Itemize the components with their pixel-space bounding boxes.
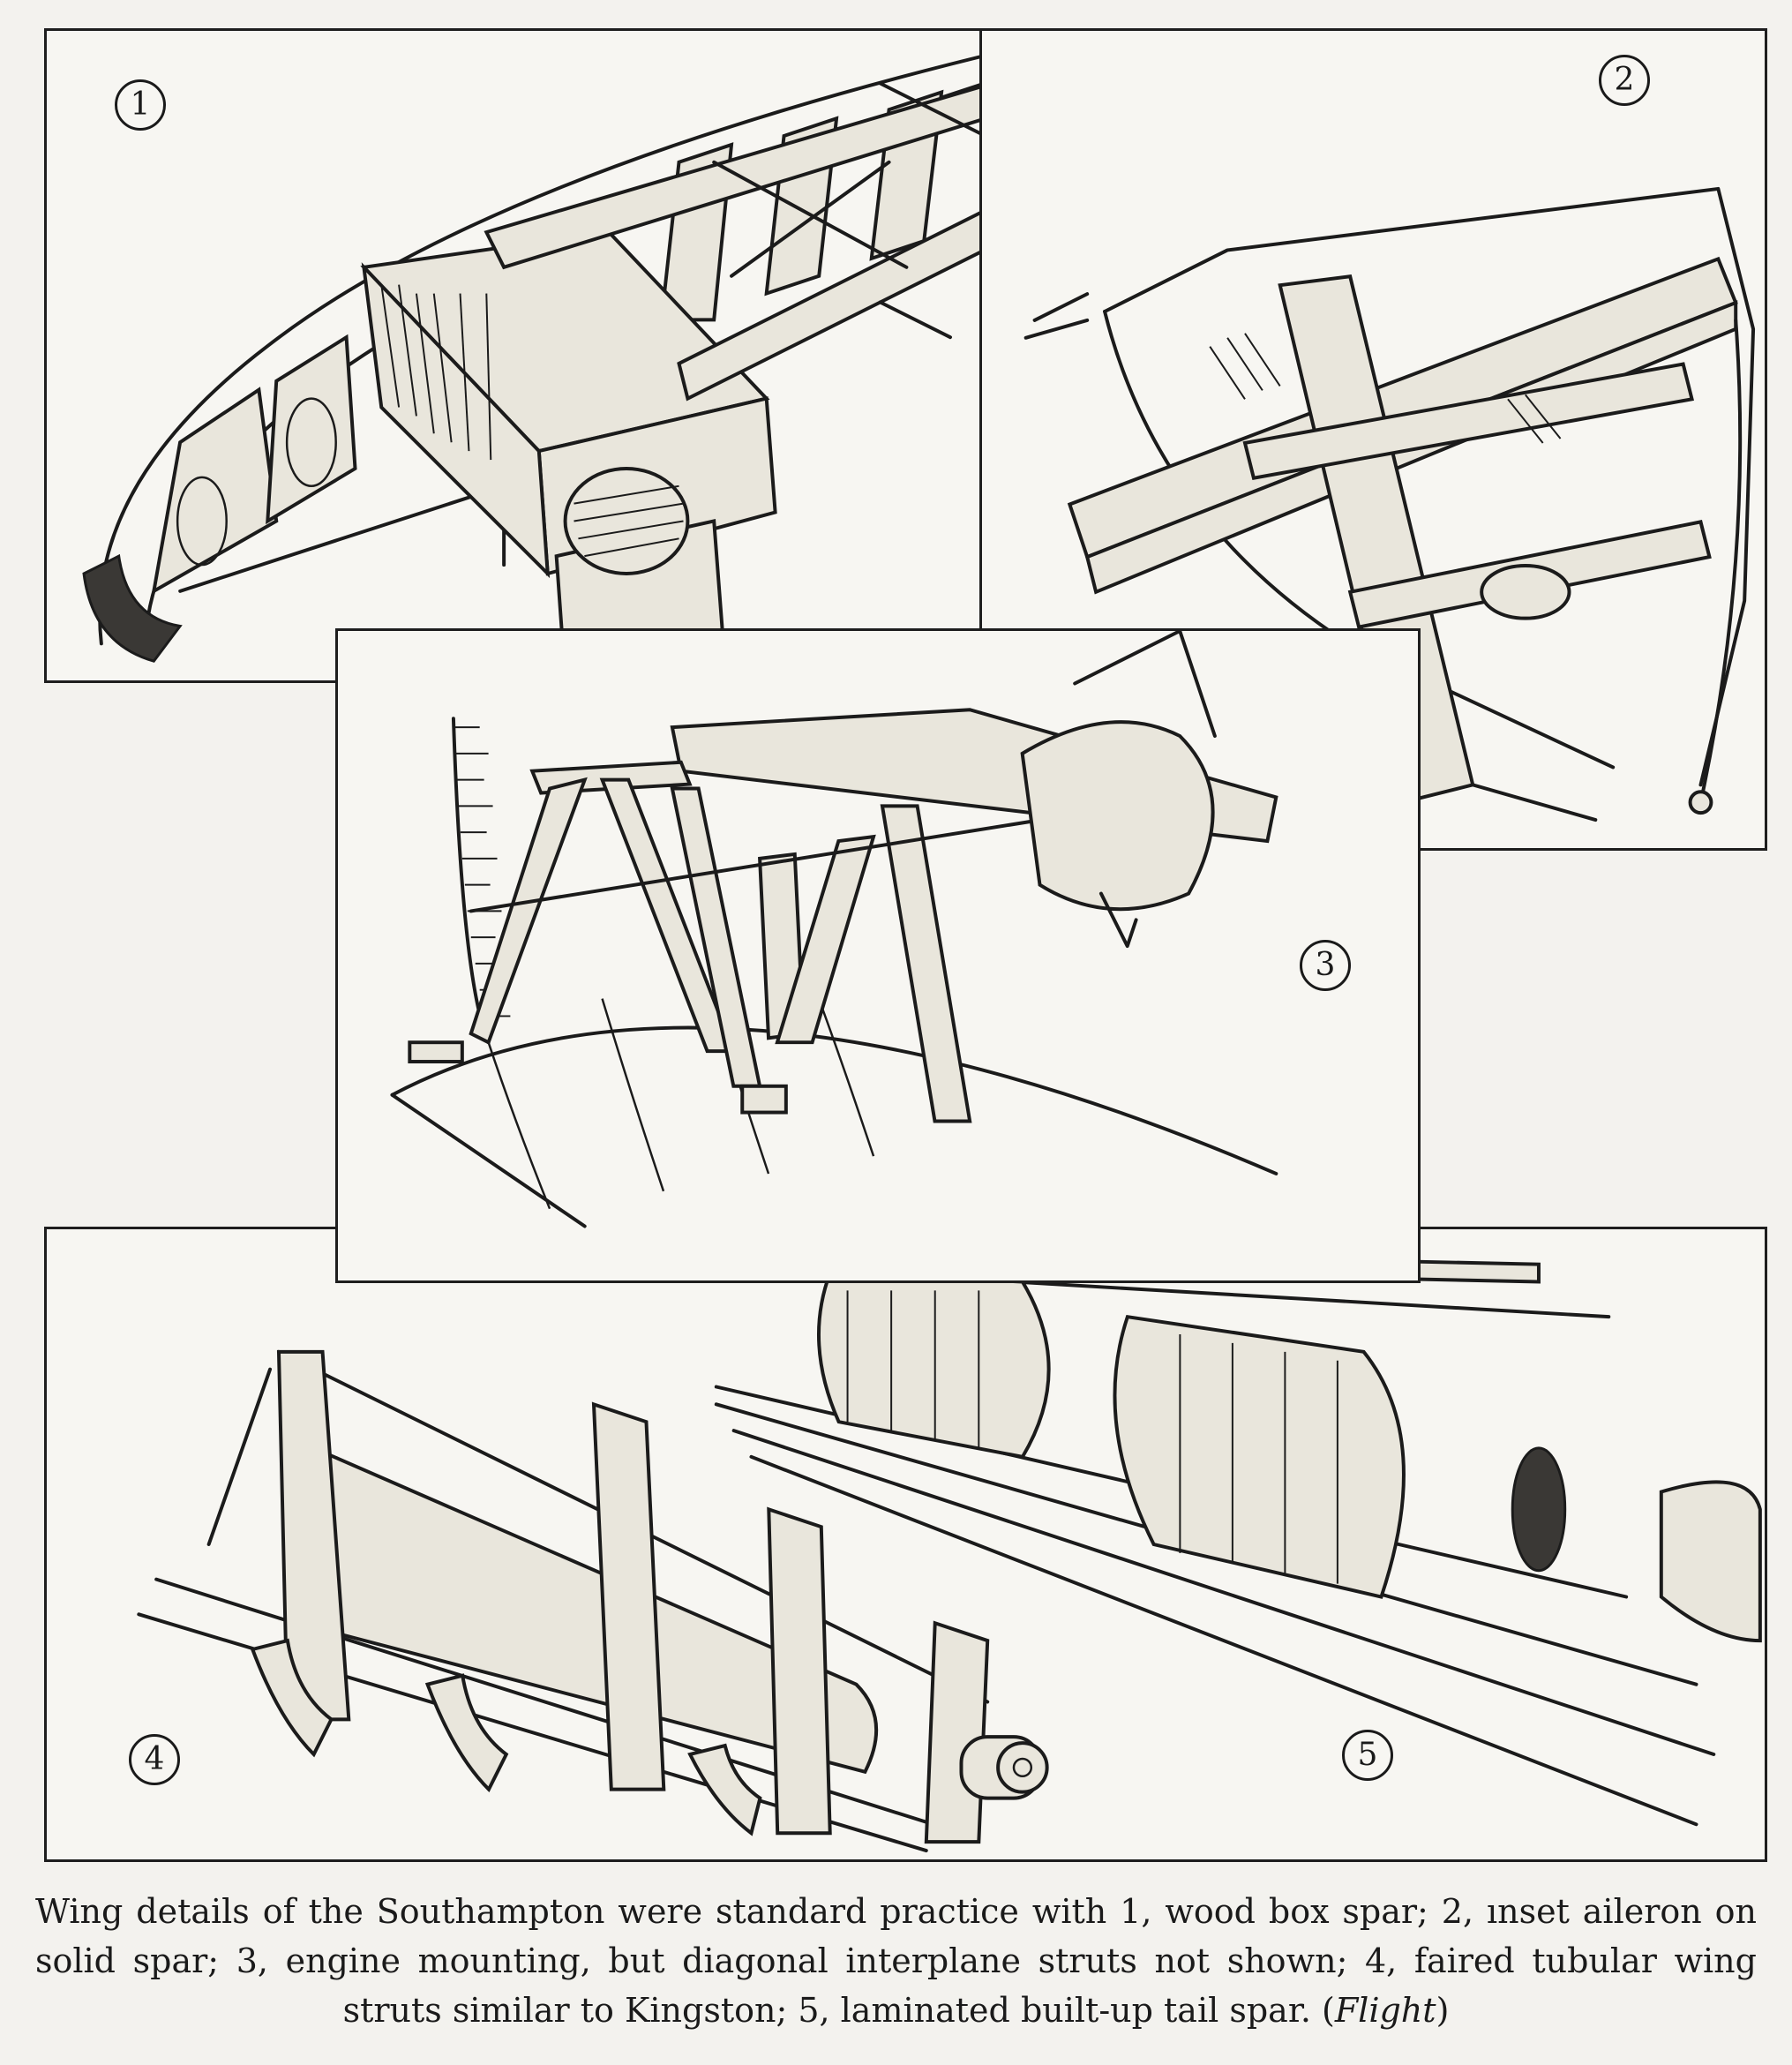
label-panel-2: 2 bbox=[1599, 55, 1650, 106]
panel-engine-mounting bbox=[335, 628, 1421, 1283]
label-panel-5: 5 bbox=[1342, 1730, 1393, 1781]
label-panel-4: 4 bbox=[129, 1734, 180, 1785]
panel-lower bbox=[44, 1227, 1767, 1862]
label-panel-1: 1 bbox=[115, 79, 166, 131]
caption-close: ) bbox=[1436, 1991, 1450, 2030]
lower-illustration bbox=[47, 1229, 1765, 1859]
caption-text: Wing details of the Southampton were standard practice with 1, wood box spar; 2, ınset aileron on solid spar; 3, engine mounting, but diagonal interplane struts not shown; 4, faired tubular wing struts similar to Kingston; 5, laminated built-up tail spar. ( bbox=[35, 1892, 1757, 2030]
engine-mounting-illustration bbox=[338, 631, 1418, 1280]
caption-source: Flight bbox=[1334, 1991, 1436, 2030]
figure-caption bbox=[35, 1887, 1757, 2035]
label-panel-3: 3 bbox=[1300, 940, 1351, 991]
